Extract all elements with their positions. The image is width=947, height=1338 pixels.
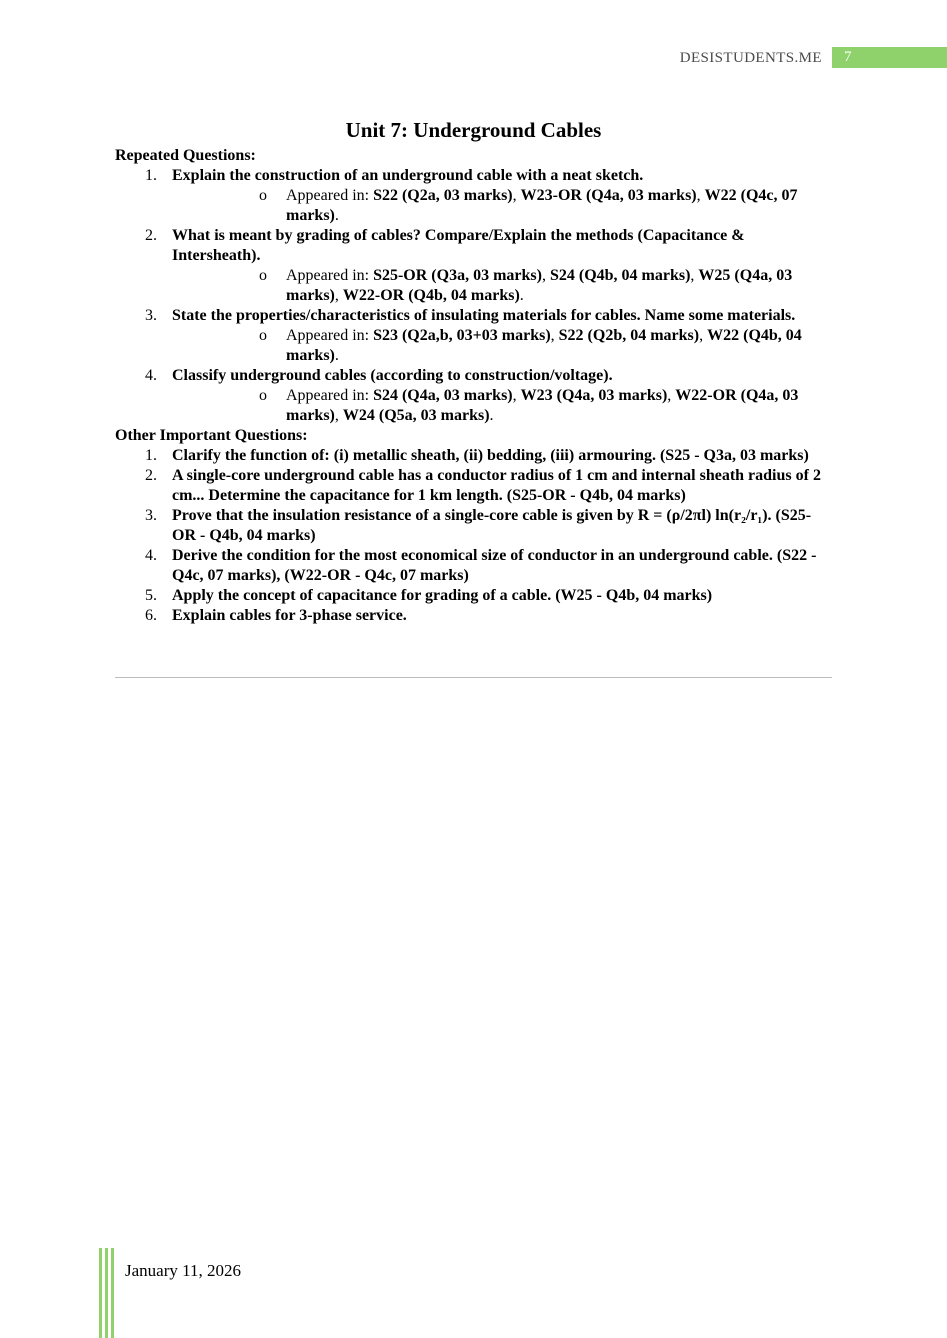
repeated-question-item — [115, 226, 832, 306]
appeared-in-label: Appeared in: — [286, 187, 374, 204]
page-number-badge: 7 — [832, 47, 947, 68]
question-number: 6. — [145, 607, 157, 624]
exam-reference: S23 (Q2a,b, 03+03 marks) — [373, 327, 551, 344]
question-text: State the properties/characteristics of insulating materials for cables. Name some materials. — [172, 307, 796, 324]
other-question-item — [115, 606, 832, 626]
question-number: 2. — [145, 467, 157, 484]
bullet-marker: o — [259, 187, 267, 204]
appeared-in-label: Appeared in: — [286, 267, 374, 284]
exam-reference: S25-OR (Q3a, 03 marks) — [373, 267, 542, 284]
bullet-marker: o — [259, 327, 267, 344]
bullet-marker: o — [259, 267, 267, 284]
exam-reference: S22 (Q2a, 03 marks) — [373, 187, 513, 204]
exam-reference: S22 (Q2b, 04 marks) — [558, 327, 700, 344]
reference-separator: , — [512, 387, 521, 404]
question-number: 4. — [145, 547, 157, 564]
repeated-question-item — [115, 306, 832, 366]
reference-separator: . — [334, 207, 339, 224]
repeated-question-item — [115, 366, 832, 426]
reference-separator: , — [550, 327, 559, 344]
bullet-marker: o — [259, 387, 267, 404]
other-question-item — [115, 506, 832, 546]
reference-separator: , — [334, 287, 343, 304]
reference-separator: . — [334, 347, 339, 364]
unit-title: Unit 7: Underground Cables — [345, 118, 602, 142]
exam-reference: S24 (Q4a, 03 marks) — [373, 387, 513, 404]
question-text: Prove that the insulation resistance of a single-core cable is given by R = (ρ/2πl) ln(r₂/r₁). (S25-OR - Q4b, 04 marks) — [172, 507, 812, 544]
other-questions-list — [115, 446, 832, 626]
exam-reference: S24 (Q4b, 04 marks) — [549, 267, 691, 284]
exam-reference: W24 (Q5a, 03 marks) — [342, 407, 490, 424]
site-name: DESISTUDENTS.ME — [679, 50, 822, 66]
question-text: Explain the construction of an underground cable with a neat sketch. — [172, 167, 644, 184]
question-number: 1. — [145, 447, 157, 464]
exam-reference: W22 (Q4c, 07 marks) — [286, 187, 798, 224]
exam-reference: W22-OR (Q4b, 04 marks) — [342, 287, 520, 304]
footer-date: January 11, 2026 — [125, 1261, 241, 1280]
appeared-in-label: Appeared in: — [286, 387, 374, 404]
question-text: Apply the concept of capacitance for grading of a cable. (W25 - Q4b, 04 marks) — [172, 587, 713, 604]
repeated-questions-heading: Repeated Questions: — [115, 147, 256, 164]
reference-separator: , — [699, 327, 708, 344]
reference-separator: , — [667, 387, 676, 404]
exam-reference: W22-OR (Q4a, 03 marks) — [286, 387, 799, 424]
exam-reference: W25 (Q4a, 03 marks) — [286, 267, 793, 304]
repeated-questions-list — [115, 166, 832, 426]
reference-separator: , — [690, 267, 699, 284]
exam-reference: W23 (Q4a, 03 marks) — [520, 387, 668, 404]
question-text: Derive the condition for the most economical size of conductor in an underground cable. (S22 - Q4c, 07 marks), (W22-OR - Q4c, 07 marks) — [172, 547, 817, 584]
exam-reference: W23-OR (Q4a, 03 marks) — [520, 187, 697, 204]
appeared-in-line — [172, 386, 832, 426]
question-text: What is meant by grading of cables? Compare/Explain the methods (Capacitance & Intersheath). — [172, 227, 745, 264]
reference-separator: . — [489, 407, 494, 424]
other-question-item — [115, 546, 832, 586]
appeared-in-line — [172, 186, 832, 226]
question-number: 5. — [145, 587, 157, 604]
question-number: 3. — [145, 307, 157, 324]
appeared-in-line — [172, 326, 832, 366]
other-question-item — [115, 466, 832, 506]
reference-separator: , — [541, 267, 550, 284]
other-question-item — [115, 446, 832, 466]
question-number: 1. — [145, 167, 157, 184]
reference-separator: , — [334, 407, 343, 424]
reference-separator: , — [696, 187, 705, 204]
reference-separator: . — [519, 287, 524, 304]
document-body — [115, 117, 832, 626]
footer-accent-bars — [99, 1248, 115, 1338]
question-text: Explain cables for 3-phase service. — [172, 607, 407, 624]
section-divider — [115, 677, 832, 678]
other-question-item — [115, 586, 832, 606]
repeated-question-item — [115, 166, 832, 226]
reference-separator: , — [512, 187, 521, 204]
question-number: 4. — [145, 367, 157, 384]
other-questions-heading: Other Important Questions: — [115, 427, 308, 444]
appeared-in-line — [172, 266, 832, 306]
appeared-in-label: Appeared in: — [286, 327, 374, 344]
question-text: A single-core underground cable has a conductor radius of 1 cm and internal sheath radius of 2 cm... Determine the capacitance for 1 km length. (S25-OR - Q4b, 04 marks) — [172, 467, 821, 504]
question-text: Classify underground cables (according to construction/voltage). — [172, 367, 613, 384]
exam-reference: W22 (Q4b, 04 marks) — [286, 327, 802, 364]
question-number: 2. — [145, 227, 157, 244]
question-text: Clarify the function of: (i) metallic sheath, (ii) bedding, (iii) armouring. (S25 - Q3a, 03 marks) — [172, 447, 809, 464]
question-number: 3. — [145, 507, 157, 524]
